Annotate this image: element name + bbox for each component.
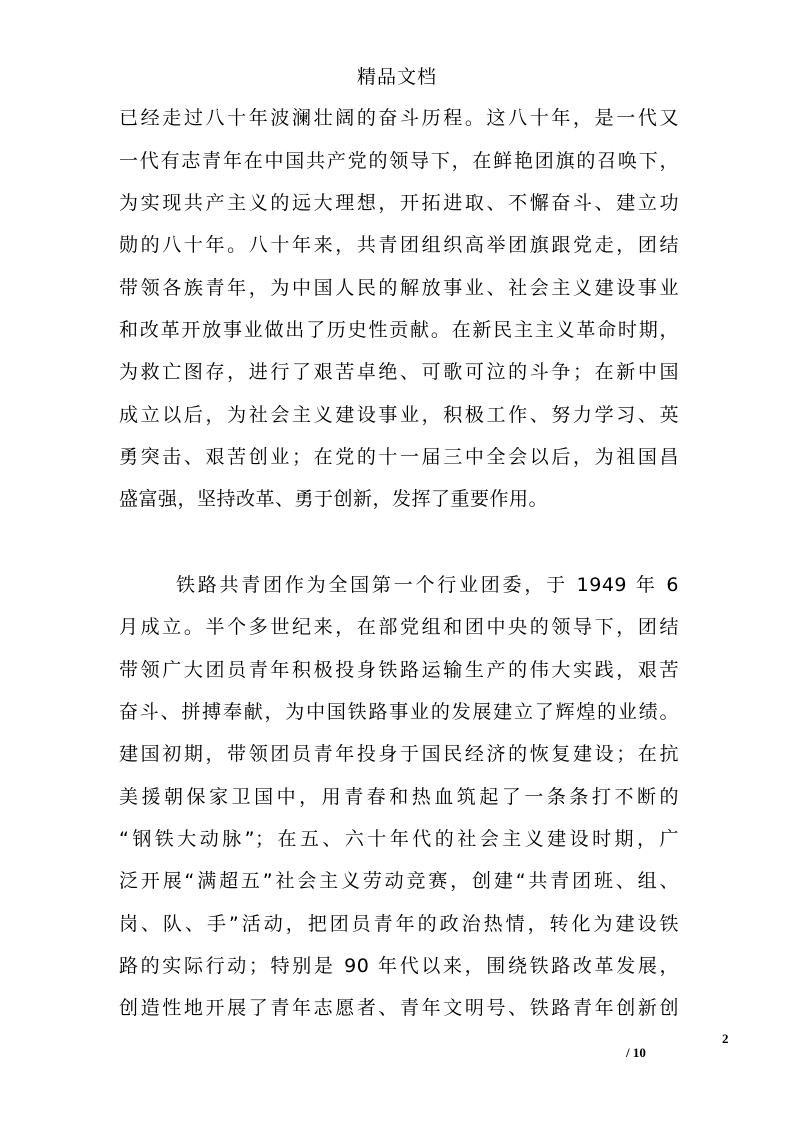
paragraph-2-line: 建国初期，带领团员青年投身于国民经济的恢复建设；在抗 — [119, 743, 679, 765]
page-total: / 10 — [626, 1045, 646, 1060]
paragraph-2-line: 创造性地开展了青年志愿者、青年文明号、铁路青年创新创 — [119, 997, 679, 1019]
paragraph-1-line: 成立以后，为社会主义建设事业，积极工作、努力学习、英 — [119, 404, 679, 426]
paragraph-2-line: 泛开展“满超五”社会主义劳动竞赛，创建“共青团班、组、 — [119, 870, 679, 892]
paragraph-1-line: 为救亡图存，进行了艰苦卓绝、可歌可泣的斗争；在新中国 — [119, 361, 679, 383]
paragraph-2-line: 路的实际行动；特别是 90 年代以来，围绕铁路改革发展， — [119, 955, 679, 977]
paragraph-1-line: 和改革开放事业做出了历史性贡献。在新民主主义革命时期， — [119, 319, 679, 341]
paragraph-1-line: 一代有志青年在中国共产党的领导下，在鲜艳团旗的召唤下， — [119, 150, 679, 172]
paragraph-2-line: 月成立。半个多世纪来，在部党组和团中央的领导下，团结 — [119, 616, 679, 638]
paragraph-1-line: 勇突击、艰苦创业；在党的十一届三中全会以后，为祖国昌 — [119, 446, 679, 468]
paragraph-1-line: 盛富强，坚持改革、勇于创新，发挥了重要作用。 — [119, 488, 549, 510]
paragraph-2-line: “钢铁大动脉”；在五、六十年代的社会主义建设时期，广 — [119, 828, 679, 850]
paragraph-1-line: 为实现共产主义的远大理想，开拓进取、不懈奋斗、建立功 — [119, 192, 679, 214]
paragraph-2-line: 岗、队、手”活动，把团员青年的政治热情，转化为建设铁 — [119, 913, 679, 935]
paragraph-2-line: 奋斗、拼搏奉献，为中国铁路事业的发展建立了辉煌的业绩。 — [119, 701, 679, 723]
paragraph-1-line: 带领各族青年，为中国人民的解放事业、社会主义建设事业 — [119, 277, 679, 299]
paragraph-1-line: 已经走过八十年波澜壮阔的奋斗历程。这八十年，是一代又 — [119, 107, 679, 129]
page-number: 2 — [722, 1031, 729, 1046]
paragraph-2-line: 铁路共青团作为全国第一个行业团委，于 1949 年 6 — [176, 574, 679, 596]
paragraph-1-line: 勋的八十年。八十年来，共青团组织高举团旗跟党走，团结 — [119, 234, 679, 256]
paragraph-2-line: 美援朝保家卫国中，用青春和热血筑起了一条条打不断的 — [119, 786, 679, 808]
paragraph-2-line: 带领广大团员青年积极投身铁路运输生产的伟大实践，艰苦 — [119, 659, 679, 681]
document-header: 精品文档 — [356, 66, 437, 88]
